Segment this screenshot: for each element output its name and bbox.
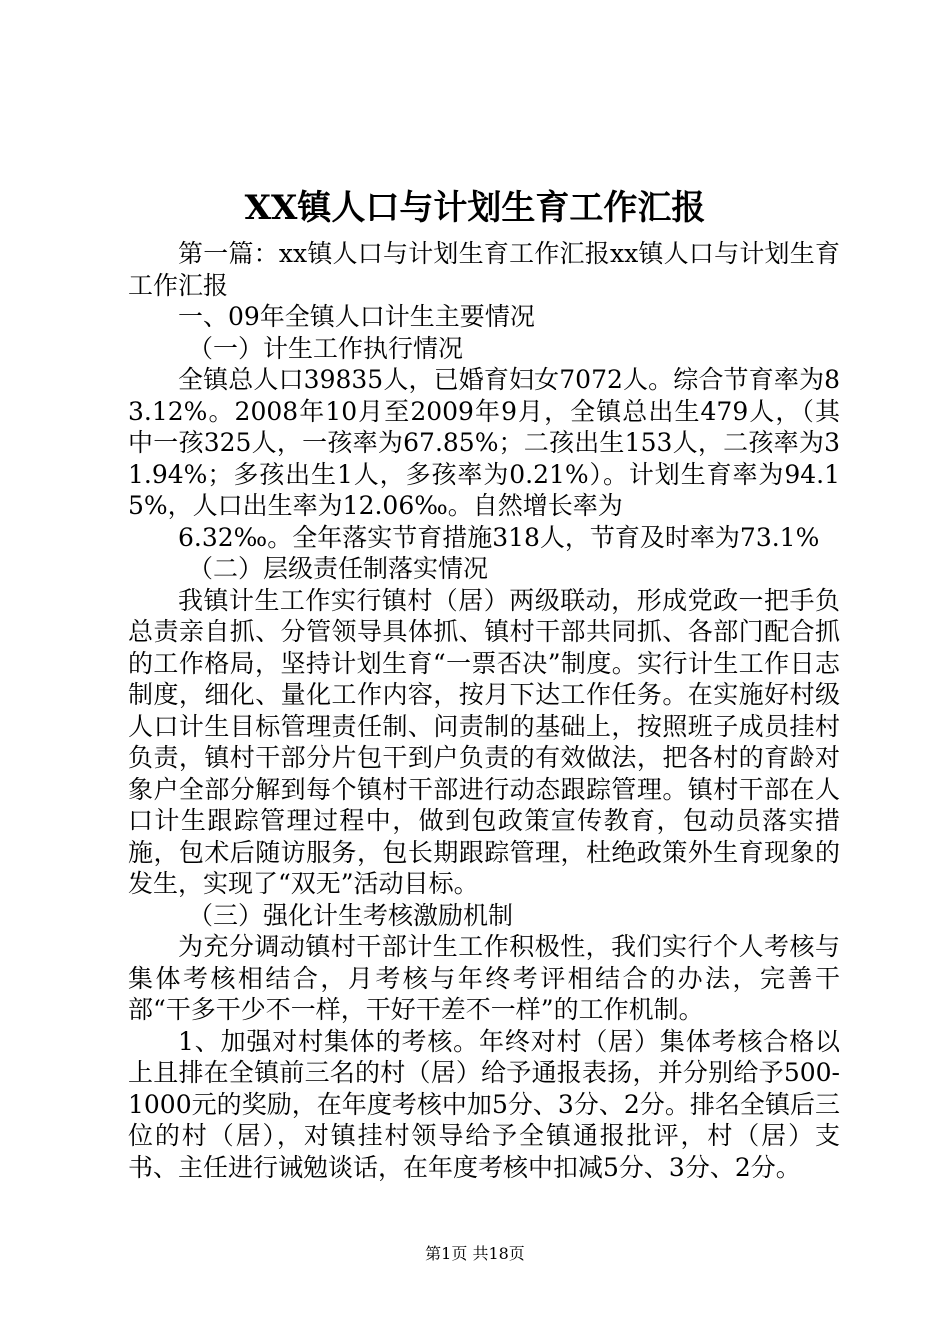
subsection-heading-1: （一）计生工作执行情况 [188,333,464,363]
paragraph-statistics-continued: 6.32‰。全年落实节育措施318人，节育及时率为73.1% [178,522,820,552]
paragraph-responsibility: 我镇计生工作实行镇村（居）两级联动，形成党政一把手负总责亲自抓、分管领导具体抓、镇村干部共同抓、各部门配合抓的工作格局，坚持计划生育“一票否决”制度。实行计生工作日志制度，细化、量化工作内容，按月下达工作任务。在实施好村级人口计生目标管理责任制、问责制的基础上，按照班子成员挂村负责，镇村干部分片包干到户负责的有效做法，把各村的育龄对象户全部分解到每个镇村干部进行动态跟踪管理。镇村干部在人口计生跟踪管理过程中，做到包政策宣传教育，包动员落实措施，包术后随访服务，包长期跟踪管理，杜绝政策外生育现象的发生，实现了“双无”活动目标。 [128,585,840,898]
paragraph-intro: 第一篇：xx镇人口与计划生育工作汇报xx镇人口与计划生育工作汇报 [128,239,840,300]
page-footer: 第1页 共18页 [425,1244,525,1263]
document-body [128,238,840,1183]
paragraph-village-assessment: 1、加强对村集体的考核。年终对村（居）集体考核合格以上且排在全镇前三名的村（居）给予通报表扬，并分别给予500-1000元的奖励，在年度考核中加5分、3分、2分。排名全镇后三位的村（居），对镇挂村领导给予全镇通报批评，村（居）支书、主任进行诫勉谈话，在年度考核中扣减5分、3分、2分。 [128,1026,840,1182]
subsection-heading-3: （三）强化计生考核激励机制 [188,900,514,930]
subsection-heading-2: （二）层级责任制落实情况 [188,554,489,583]
paragraph-statistics: 全镇总人口39835人，已婚育妇女7072人。综合节育率为83.12%。2008年10月至2009年9月，全镇总出生479人，（其中一孩325人，一孩率为67.85%；二孩出生153人，二孩率为31.94%；多孩出生1人，多孩率为0.21%）。计划生育率为94.15%，人口出生率为12.06‰。自然增长率为 [128,365,840,520]
document-title: XX镇人口与计划生育工作汇报 [244,188,706,228]
section-heading-1: 一、09年全镇人口计生主要情况 [178,302,535,331]
paragraph-incentive: 为充分调动镇村干部计生工作积极性，我们实行个人考核与集体考核相结合，月考核与年终考评相结合的办法，完善干部“干多干少不一样，干好干差不一样”的工作机制。 [128,932,840,1024]
